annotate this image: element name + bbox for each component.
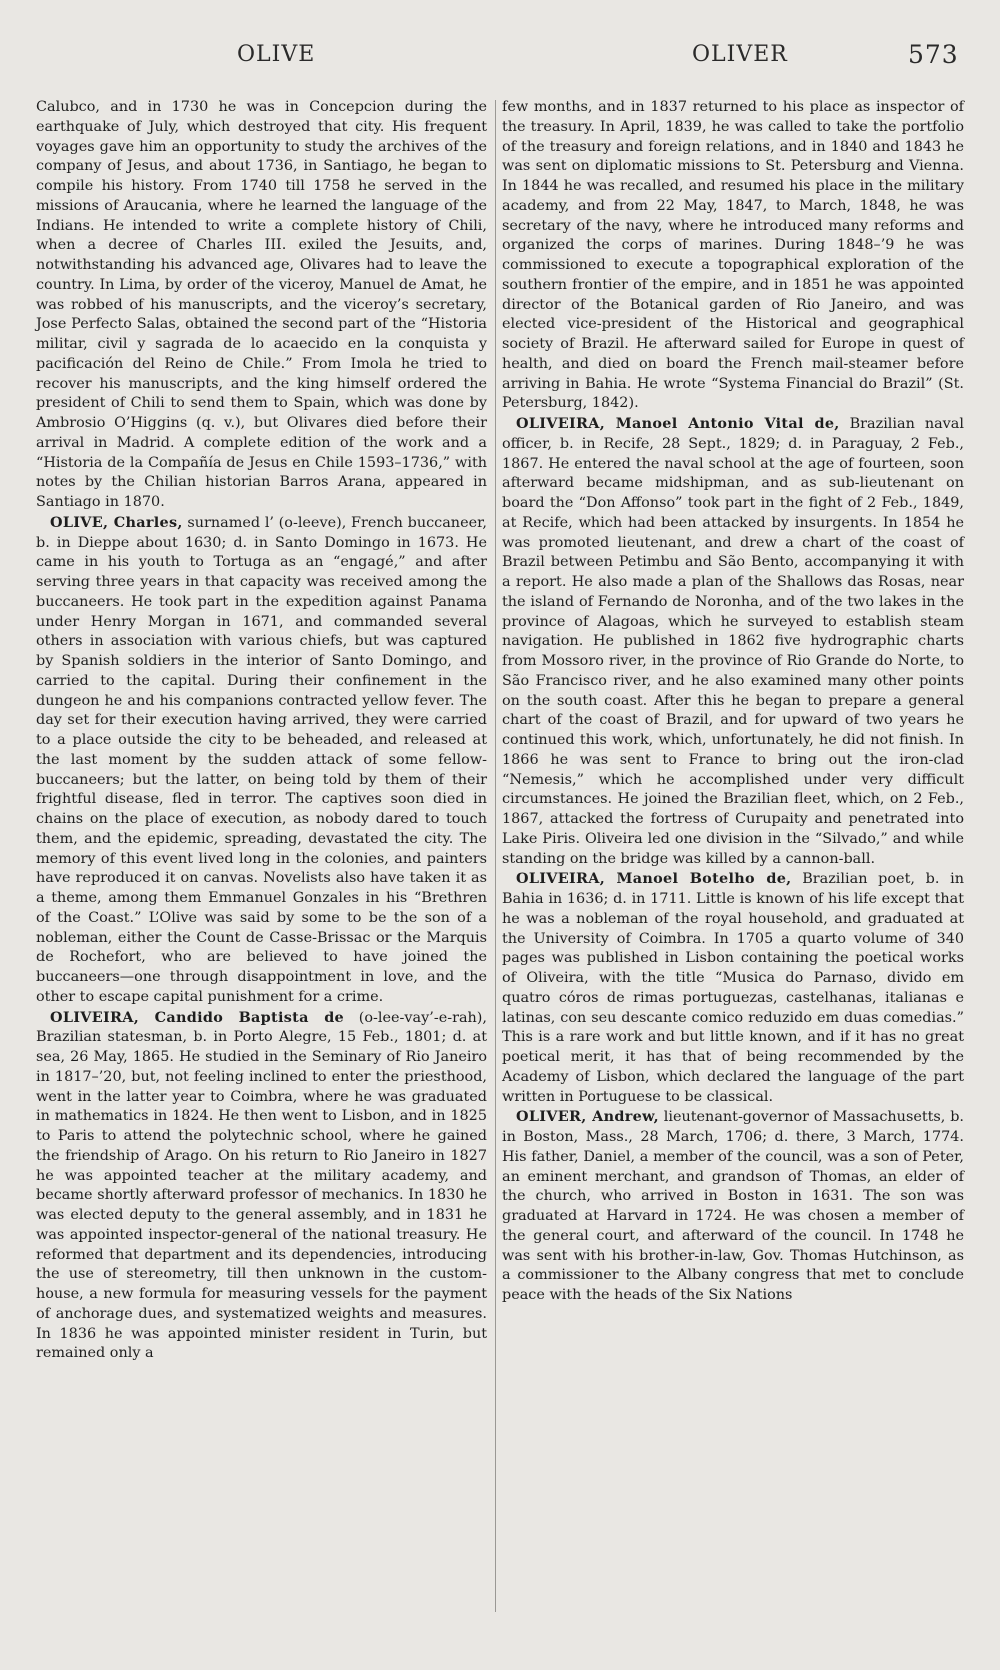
entry-olive-charles [36, 513, 487, 1008]
entry-oliveira-candido [36, 1008, 487, 1365]
running-head-right: OLIVER [692, 42, 788, 67]
entry-body: Brazilian poet, b. in Bahia in 1636; d. in 1711. Little is known of his life except that he was a nobleman of the royal household, and graduated at the University of Coimbra. In 1705 a quarto volume of 340 pages was published in Lisbon containing the poetical works of Oliveira, with the title “Musica do Parnaso, divido em quatro córos de rimas portuguezas, castelhanas, italianas e latinas, con seu descante comico reduzido em duas comedias.” This is a rare work and but little known, and if it has no great poetical merit, it has that of being recommended by the Academy of Lisbon, which declared the language of the part written in Portuguese to be classical. [502, 871, 964, 1105]
running-head-left: OLIVE [237, 42, 316, 67]
entry-body: surnamed l’ (o-leeve), French buccaneer, b. in Dieppe about 1630; d. in Santo Domingo in 1673. He came in his youth to Tortuga as an “engagé,” and after serving three years in that capacity was received among the buccaneers. He took part in the expedition against Panama under Henry Morgan in 1671, and commanded several others in association with various chiefs, but was captured by Spanish soldiers in the interior of Santo Domingo, and carried to the capital. During their confinement in the dungeon he and his companions contracted yellow fever. The day set for their execution having arrived, they were carried to a place outside the city to be beheaded, and released at the last moment by the sudden attack of some fellow-buccaneers; but the latter, on being told by them of their frightful disease, fled in terror. The captives soon died in chains on the place of execution, as nobody dared to touch them, and the epidemic, spreading, devastated the city. The memory of this event lived long in the colonies, and painters have reproduced it on canvas. Novelists also have taken it as a theme, among them Emmanuel Gonzales in his “Brethren of the Coast.” L’Olive was said by some to be the son of a nobleman, either the Count de Casse-Brissac or the Marquis de Rochefort, who are believed to have joined the buccaneers—one through disappointment in love, and the other to escape capital punishment for a crime. [36, 514, 487, 1005]
continued-paragraph: few months, and in 1837 returned to his place as inspector of the treasury. In April, 1839, he was called to take the portfolio of the treasury and foreign relations, and in 1840 and 1843 he was sent on diplomatic missions to St. Petersburg and Vienna. In 1844 he was recalled, and resumed his place in the military academy, and from 22 May, 1847, to March, 1848, he was secretary of the navy, where he introduced many reforms and organized the corps of marines. During 1848–’9 he was commissioned to execute a topographical exploration of the southern frontier of the empire, and in 1851 he was appointed director of the Botanical garden of Rio Janeiro, and was elected vice-president of the Historical and geographical society of Brazil. He afterward sailed for Europe in quest of health, and died on board the French mail-steamer before arriving in Bahia. He wrote “Systema Financial do Brazil” (St. Petersburg, 1842). [502, 99, 964, 412]
entry-oliveira-manoel-antonio [502, 414, 964, 869]
entry-oliveira-manoel-botelho [502, 869, 964, 1107]
entry-headword: OLIVE, Charles, [50, 513, 183, 531]
page-number: 573 [908, 40, 959, 69]
entry-headword: OLIVEIRA, Manoel Antonio Vital de, [516, 415, 840, 432]
entry-body: Brazilian naval officer, b. in Recife, 28 Sept., 1829; d. in Paraguay, 2 Feb., 1867. He entered the naval school at the age of fourteen, soon afterward became midshipman, and as sub-lieutenant on board the “Don Affonso” took part in the fight of 2 Feb., 1849, at Recife, which had been attacked by insurgents. In 1854 he was promoted lieutenant, and drew a chart of the coast of Brazil between Petimbu and São Bento, accompanying it with a report. He also made a plan of the Shallows das Rosas, near the island of Fernando de Noronha, and of the two lakes in the province of Alagoas, which he surveyed to establish steam navigation. He published in 1862 five hydrographic charts from Mossoro river, in the province of Rio Grande do Norte, to São Francisco river, and he also examined many other points on the south coast. After this he began to prepare a general chart of the coast of Brazil, and for upward of two years he continued this work, which, unfortunately, he did not finish. In 1866 he was sent to France to bring out the iron-clad “Nemesis,” which he accomplished under very difficult circumstances. He joined the Brazilian fleet, which, on 2 Feb., 1867, attacked the fortress of Curupaity and penetrated into Lake Piris. Oliveira led one division in the “Silvado,” and while standing on the bridge was killed by a cannon-ball. [502, 416, 964, 867]
column-divider [495, 100, 496, 1612]
left-column [36, 98, 487, 1364]
entry-headword: OLIVEIRA, Manoel Botelho de, [516, 870, 792, 888]
entry-oliver-andrew [502, 1107, 964, 1306]
right-column [502, 98, 964, 1306]
entry-headword: OLIVER, Andrew, [516, 1108, 659, 1126]
entry-body: (o-lee-vay’-e-rah), Brazilian statesman, b. in Porto Alegre, 15 Feb., 1801; d. at sea, 26 May, 1865. He studied in the Seminary of Rio Janeiro in 1817–’20, but, not feeling inclined to enter the priesthood, went in the latter year to Coimbra, where he was graduated in mathematics in 1824. He then went to Lisbon, and in 1825 to Paris to attend the polytechnic school, where he gained the friendship of Arago. On his return to Rio Janeiro in 1827 he was appointed teacher at the military academy, and became shortly afterward professor of mechanics. In 1830 he was elected deputy to the general assembly, and in 1831 he was appointed inspector-general of the national treasury. He reformed that department and its dependencies, introducing the use of stereometry, till then unknown in the custom-house, a new formula for measuring vessels for the payment of anchorage dues, and systematized weights and measures. In 1836 he was appointed minister resident in Turin, but remained only a [36, 1009, 487, 1362]
continued-paragraph: Calubco, and in 1730 he was in Concepcion during the earthquake of July, which destroyed that city. His frequent voyages gave him an opportunity to study the archives of the company of Jesus, and about 1736, in Santiago, he began to compile his history. From 1740 till 1758 he served in the missions of Araucania, where he learned the language of the Indians. He intended to write a complete history of Chili, when a decree of Charles III. exiled the Jesuits, and, notwithstanding his advanced age, Olivares had to leave the country. In Lima, by order of the viceroy, Manuel de Amat, he was robbed of his manuscripts, and the viceroy’s secretary, Jose Perfecto Salas, obtained the second part of the “Historia militar, civil y sagrada de lo acaecido en la conquista y pacificación del Reino de Chile.” From Imola he tried to recover his manuscripts, and the king himself ordered the president of Chili to send them to Spain, which was done by Ambrosio O’Higgins (q. v.), but Olivares died before their arrival in Madrid. A complete edition of the work and a “Historia de la Compañía de Jesus en Chile 1593–1736,” with notes by the Chilian historian Barros Arana, appeared in Santiago in 1870. [36, 99, 487, 510]
entry-headword: OLIVEIRA, Candido Baptista de [50, 1008, 345, 1026]
running-head [0, 42, 1000, 76]
entry-body: lieutenant-governor of Massachusetts, b. in Boston, Mass., 28 March, 1706; d. there, 3 March, 1774. His father, Daniel, a member of the council, was a son of Peter, an eminent merchant, and grandson of Thomas, an elder of the church, who arrived in Boston in 1631. The son was graduated at Harvard in 1724. He was chosen a member of the general court, and afterward of the council. In 1748 he was sent with his brother-in-law, Gov. Thomas Hutchinson, as a commissioner to the Albany congress that met to conclude peace with the heads of the Six Nations [502, 1109, 964, 1303]
